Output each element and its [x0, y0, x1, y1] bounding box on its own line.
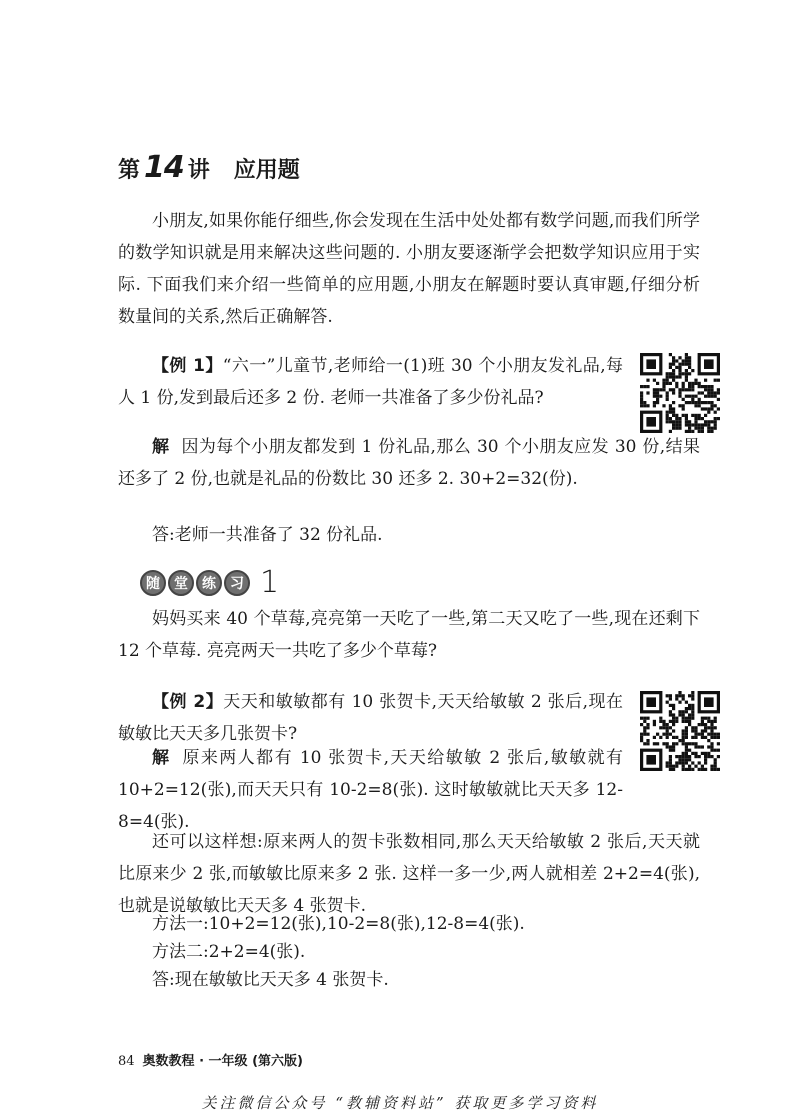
- practice-badge-3: 练: [196, 570, 222, 596]
- example-2-solution-label: 解: [152, 748, 171, 768]
- practice-badge-1: 随: [140, 570, 166, 596]
- practice-badge-4: 习: [224, 570, 250, 596]
- example-1-label: 【例 1】: [152, 356, 223, 376]
- example-2-answer: 答:现在敏敏比天天多 4 张贺卡.: [152, 970, 389, 990]
- example-2-alt-reasoning: 还可以这样想:原来两人的贺卡张数相同,那么天天给敏敏 2 张后,天天就比原来少 2 张,而敏敏比原来多 2 张. 这样一多一少,两人就相差 2+2=4(张),也就是说敏敏比天天多 4 张贺卡.: [118, 832, 700, 916]
- example-1-solution: [118, 431, 700, 495]
- example-2-label: 【例 2】: [152, 692, 224, 712]
- example-2-solution: [118, 742, 623, 838]
- example-2-question: [118, 686, 623, 750]
- example-2-text: 天天和敏敏都有 10 张贺卡,天天给敏敏 2 张后,现在敏敏比天天多几张贺卡?: [118, 692, 624, 744]
- practice-number: 1: [260, 565, 280, 600]
- chapter-suffix: 讲: [187, 158, 210, 183]
- example-1-answer: 答:老师一共准备了 32 份礼品.: [152, 525, 383, 545]
- example-1-solution-text: 因为每个小朋友都发到 1 份礼品,那么 30 个小朋友应发 30 份,结果还多了 2 份,也就是礼品的份数比 30 还多 2. 30+2=32(份).: [118, 437, 701, 489]
- page-footer: [118, 1050, 303, 1069]
- intro-paragraph: 小朋友,如果你能仔细些,你会发现在生活中处处都有数学问题,而我们所学的数学知识就是用来解决这些问题的. 小朋友要逐渐学会把数学知识应用于实际. 下面我们来介绍一些简单的应用题,小朋友在解题时要认真审题,仔细分析数量间的关系,然后正确解答.: [118, 211, 700, 327]
- example-2-method-1: 方法一:10+2=12(张),10-2=8(张),12-8=4(张).: [152, 914, 525, 934]
- page-number: 84: [118, 1054, 135, 1069]
- example-2-solution-text: 原来两人都有 10 张贺卡,天天给敏敏 2 张后,敏敏就有 10+2=12(张),而天天只有 10-2=8(张). 这时敏敏就比天天多 12-8=4(张).: [118, 748, 624, 832]
- example-1-solution-label: 解: [152, 437, 170, 457]
- chapter-title: [118, 150, 300, 185]
- practice-text: 妈妈买来 40 个草莓,亮亮第一天吃了一些,第二天又吃了一些,现在还剩下 12 个草莓. 亮亮两天一共吃了多少个草莓?: [118, 609, 700, 661]
- chapter-name: 应用题: [233, 158, 300, 183]
- book-title: 奥数教程 · 一年级 (第六版): [142, 1054, 303, 1069]
- qr-code-1[interactable]: [640, 353, 720, 433]
- qr-code-2[interactable]: [640, 691, 720, 771]
- example-1-question: [118, 350, 623, 414]
- example-1-text: “六一”儿童节,老师给一(1)班 30 个小朋友发礼品,每人 1 份,发到最后还多 2 份. 老师一共准备了多少份礼品?: [118, 356, 624, 408]
- practice-badge-2: 堂: [168, 570, 194, 596]
- chapter-number: 14: [144, 150, 184, 185]
- practice-heading: [140, 565, 280, 600]
- chapter-prefix: 第: [118, 158, 141, 183]
- watermark: 关注微信公众号 “教辅资料站” 获取更多学习资料: [201, 1094, 599, 1112]
- example-2-method-2: 方法二:2+2=4(张).: [152, 942, 306, 962]
